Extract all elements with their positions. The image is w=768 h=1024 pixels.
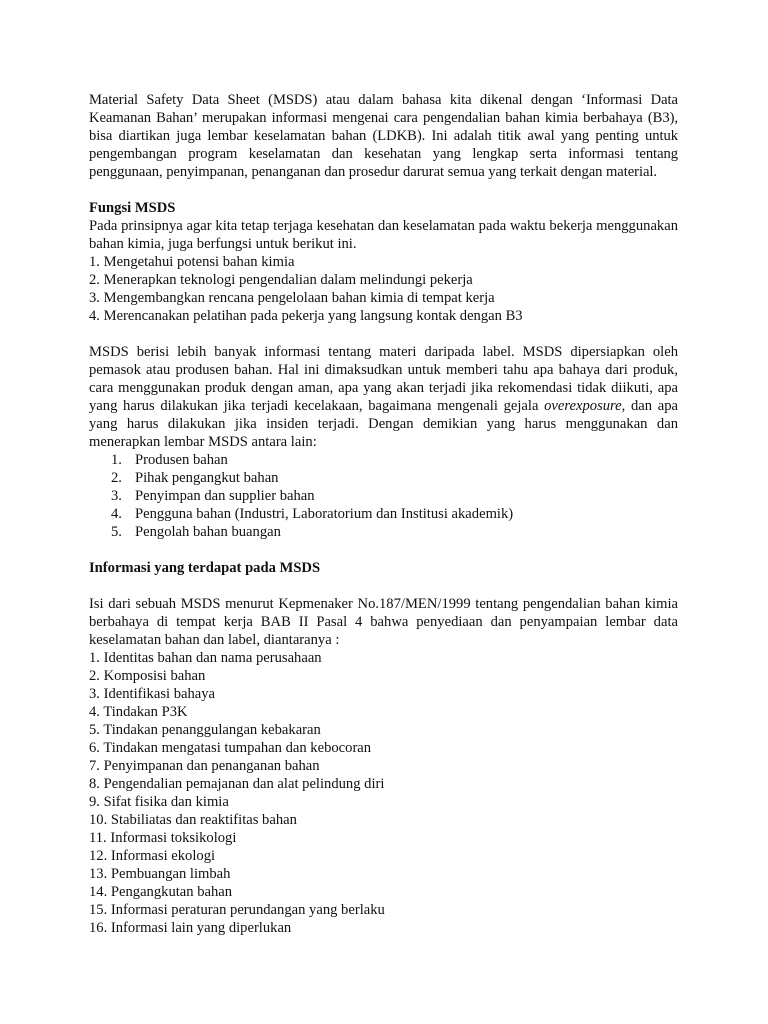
list-item-text: Pihak pengangkut bahan bbox=[135, 470, 279, 486]
list-item: 12. Informasi ekologi bbox=[89, 848, 216, 864]
list-item: 16. Informasi lain yang diperlukan bbox=[89, 920, 292, 936]
list-item: 14. Pengangkutan bahan bbox=[89, 884, 233, 900]
msds-info-paragraph bbox=[89, 343, 678, 451]
list-item: 5. Tindakan penanggulangan kebakaran bbox=[89, 722, 321, 738]
list-item bbox=[89, 487, 678, 505]
list-item-text: Pengolah bahan buangan bbox=[135, 524, 281, 540]
list-item-number: 3. bbox=[111, 488, 122, 504]
list-item bbox=[89, 505, 678, 523]
list-item: 3. Mengembangkan rencana pengelolaan bahan kimia di tempat kerja bbox=[89, 290, 495, 306]
list-item bbox=[89, 523, 678, 541]
list-item: 6. Tindakan mengatasi tumpahan dan kebocoran bbox=[89, 740, 372, 756]
list-item-number: 5. bbox=[111, 524, 122, 540]
list-item-text: Produsen bahan bbox=[135, 452, 228, 468]
list-item: 2. Menerapkan teknologi pengendalian dalam melindungi pekerja bbox=[89, 272, 473, 288]
informasi-paragraph: Isi dari sebuah MSDS menurut Kepmenaker No.187/MEN/1999 tentang pengendalian bahan kimia berbahaya di tempat kerja BAB II Pasal 4 bahwa penyediaan dan penyampaian lembar data keselamatan bahan dan label, diantaranya : bbox=[89, 596, 678, 648]
list-item: 1. Mengetahui potensi bahan kimia bbox=[89, 254, 295, 270]
list-item: 13. Pembuangan limbah bbox=[89, 866, 231, 882]
list-item: 10. Stabiliatas dan reaktifitas bahan bbox=[89, 812, 297, 828]
list-item-number: 1. bbox=[111, 452, 122, 468]
list-item-number: 2. bbox=[111, 470, 122, 486]
list-item: 15. Informasi peraturan perundangan yang berlaku bbox=[89, 902, 385, 918]
list-item: 2. Komposisi bahan bbox=[89, 668, 206, 684]
list-item: 1. Identitas bahan dan nama perusahaan bbox=[89, 650, 322, 666]
document-page bbox=[89, 91, 678, 937]
list-item: 7. Penyimpanan dan penanganan bahan bbox=[89, 758, 320, 774]
list-item: 3. Identifikasi bahaya bbox=[89, 686, 216, 702]
list-item bbox=[89, 469, 678, 487]
intro-paragraph: Material Safety Data Sheet (MSDS) atau dalam bahasa kita dikenal dengan ‘Informasi Data Keamanan Bahan’ merupakan informasi mengenai cara pengendalian bahan kimia berbahaya (B3), bisa diartikan juga lembar keselamatan bahan (LDKB). Ini adalah titik awal yang penting untuk pengembangan program keselamatan dan kesehatan yang lengkap serta informasi tentang penggunaan, penyimpanan, penanganan dan prosedur darurat semua yang terkait dengan material. bbox=[89, 92, 678, 180]
msds-info-text-2: , dan apa yang harus dilakukan jika insiden terjadi. Dengan demikian yang harus menggunakan dan menerapkan lembar MSDS antara lain: bbox=[89, 398, 678, 450]
list-item-text: Pengguna bahan (Industri, Laboratorium dan Institusi akademik) bbox=[135, 506, 514, 522]
list-item: 4. Merencanakan pelatihan pada pekerja yang langsung kontak dengan B3 bbox=[89, 308, 523, 324]
fungsi-list bbox=[89, 253, 678, 325]
spacer bbox=[89, 181, 678, 199]
msds-users-list bbox=[89, 451, 678, 541]
msds-info-text-1: MSDS berisi lebih banyak informasi tentang materi daripada label. MSDS dipersiapkan oleh pemasok atau produsen bahan. Hal ini dimaksudkan untuk memberi tahu apa bahaya dari produk, cara menggunakan produk dengan aman, apa yang akan terjadi jika rekomendasi tidak diikuti, apa yang harus dilakukan jika terjadi kecelakaan, bagaimana mengenali gejala bbox=[89, 344, 678, 414]
spacer bbox=[89, 577, 678, 595]
list-item: 4. Tindakan P3K bbox=[89, 704, 188, 720]
fungsi-paragraph: Pada prinsipnya agar kita tetap terjaga kesehatan dan keselamatan pada waktu bekerja menggunakan bahan kimia, juga berfungsi untuk berikut ini. bbox=[89, 218, 678, 252]
list-item-number: 4. bbox=[111, 506, 122, 522]
spacer bbox=[89, 541, 678, 559]
informasi-heading: Informasi yang terdapat pada MSDS bbox=[89, 560, 321, 576]
list-item bbox=[89, 451, 678, 469]
list-item: 11. Informasi toksikologi bbox=[89, 830, 237, 846]
spacer bbox=[89, 325, 678, 343]
informasi-list bbox=[89, 649, 678, 937]
msds-info-italic-term: overexposure bbox=[544, 398, 622, 414]
list-item: 8. Pengendalian pemajanan dan alat pelindung diri bbox=[89, 776, 385, 792]
list-item-text: Penyimpan dan supplier bahan bbox=[135, 488, 315, 504]
fungsi-heading: Fungsi MSDS bbox=[89, 200, 176, 216]
list-item: 9. Sifat fisika dan kimia bbox=[89, 794, 229, 810]
